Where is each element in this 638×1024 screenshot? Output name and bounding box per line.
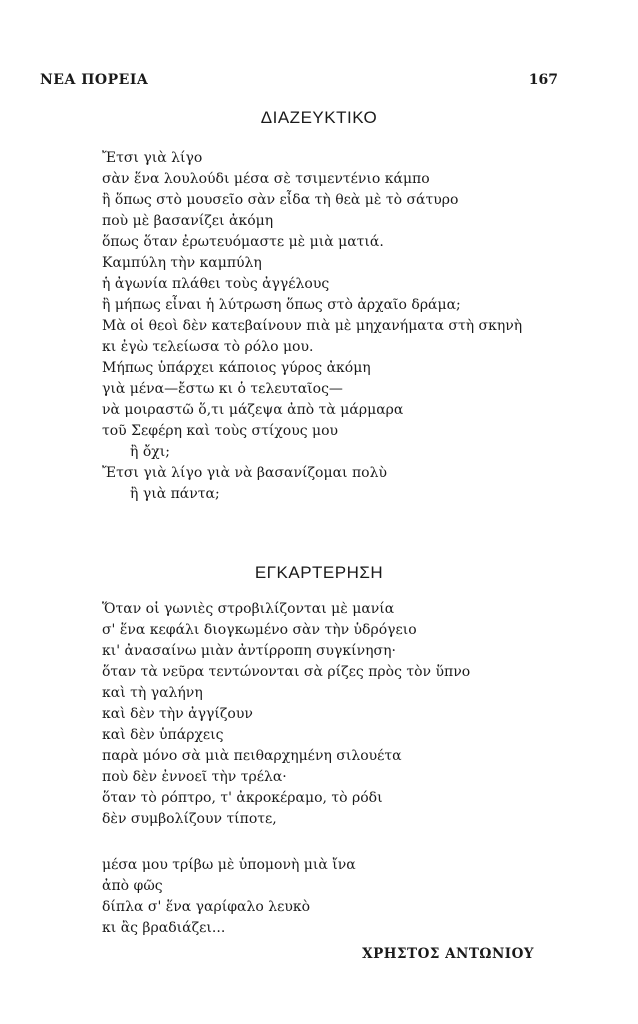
poem-line: σὰν ἕνα λουλούδι μέσα σὲ τσιμεντένιο κάμπο bbox=[102, 171, 430, 187]
poem-line: ἢ γιὰ πάντα; bbox=[130, 486, 220, 502]
poem-line: ὅταν τὸ ρόπτρο, τ' ἀκροκέραμο, τὸ ρόδι bbox=[102, 790, 383, 806]
poem-line: γιὰ μένα—ἔστω κι ὁ τελευταῖος— bbox=[102, 381, 343, 397]
poem-line: κι ἂς βραδιάζει... bbox=[102, 920, 226, 936]
poem-line: ἡ ἀγωνία πλάθει τοὺς ἀγγέλους bbox=[102, 276, 330, 292]
poem-line: Ὅταν οἱ γωνιὲς στροβιλίζονται μὲ μανία bbox=[102, 601, 395, 617]
poem-stanza bbox=[102, 148, 522, 505]
poem-line: καὶ δὲν τὴν ἀγγίζουν bbox=[102, 706, 253, 722]
running-head: ΝΕΑ ΠΟΡΕΙΑ bbox=[40, 72, 149, 88]
poem-title: ΔΙΑΖΕΥΚΤΙΚΟ bbox=[260, 108, 378, 127]
poem-line: κι' ἀνασαίνω μιὰν ἀντίρροπη συγκίνηση· bbox=[102, 643, 396, 659]
poem-line: Καμπύλη τὴν καμπύλη bbox=[102, 255, 262, 271]
poem-title: ΕΓΚΑΡΤΕΡΗΣΗ bbox=[254, 563, 384, 582]
poem-line: ὅταν τὰ νεῦρα τεντώνονται σὰ ρίζες πρὸς τὸν ὕπνο bbox=[102, 664, 471, 680]
poem-line: ἢ ὅπως στὸ μουσεῖο σὰν εἶδα τὴ θεὰ μὲ τὸ σάτυρο bbox=[102, 192, 459, 208]
poem-line: Ἔτσι γιὰ λίγο bbox=[102, 150, 203, 166]
page-header bbox=[40, 72, 558, 92]
poem-line: δὲν συμβολίζουν τίποτε, bbox=[102, 811, 277, 827]
poem-stanza bbox=[102, 855, 356, 939]
poem-line: καὶ δὲν ὑπάρχεις bbox=[102, 727, 224, 743]
poem-line: ἢ μήπως εἶναι ἡ λύτρωση ὅπως στὸ ἀρχαῖο δράμα; bbox=[102, 297, 461, 313]
poem-line: κι ἐγὼ τελείωσα τὸ ρόλο μου. bbox=[102, 339, 314, 355]
poem-line: δίπλα σ' ἕνα γαρίφαλο λευκὸ bbox=[102, 899, 311, 915]
poem-line: ἀπὸ φῶς bbox=[102, 878, 163, 894]
author-name: ΧΡΗΣΤΟΣ ΑΝΤΩΝΙΟΥ bbox=[362, 946, 534, 962]
poem-line: τοῦ Σεφέρη καὶ τοὺς στίχους μου bbox=[102, 423, 339, 439]
poem-line: Μὰ οἱ θεοὶ δὲν κατεβαίνουν πιὰ μὲ μηχανήματα στὴ σκηνὴ bbox=[102, 318, 523, 334]
poem-line: μέσα μου τρίβω μὲ ὑπομονὴ μιὰ ἴνα bbox=[102, 857, 356, 873]
poem-line: ποὺ μὲ βασανίζει ἀκόμη bbox=[102, 213, 274, 229]
poem-line: ἢ ὄχι; bbox=[130, 444, 170, 460]
poem-line: καὶ τὴ γαλήνη bbox=[102, 685, 203, 701]
poem-line: νὰ μοιραστῶ ὅ,τι μάζεψα ἀπὸ τὰ μάρμαρα bbox=[102, 402, 404, 418]
poem-line: Ἔτσι γιὰ λίγο γιὰ νὰ βασανίζομαι πολὺ bbox=[102, 465, 387, 481]
page-number: 167 bbox=[528, 72, 558, 88]
poem-line: Μήπως ὑπάρχει κάποιος γύρος ἀκόμη bbox=[102, 360, 371, 376]
poem-line: ποὺ δὲν ἐννοεῖ τὴν τρέλα· bbox=[102, 769, 287, 785]
poem-line: ὅπως ὅταν ἐρωτευόμαστε μὲ μιὰ ματιά. bbox=[102, 234, 384, 250]
poem-line: παρὰ μόνο σὰ μιὰ πειθαρχημένη σιλουέτα bbox=[102, 748, 402, 764]
poem-stanza bbox=[102, 599, 470, 830]
poem-line: σ' ἕνα κεφάλι διογκωμένο σὰν τὴν ὑδρόγειο bbox=[102, 622, 417, 638]
